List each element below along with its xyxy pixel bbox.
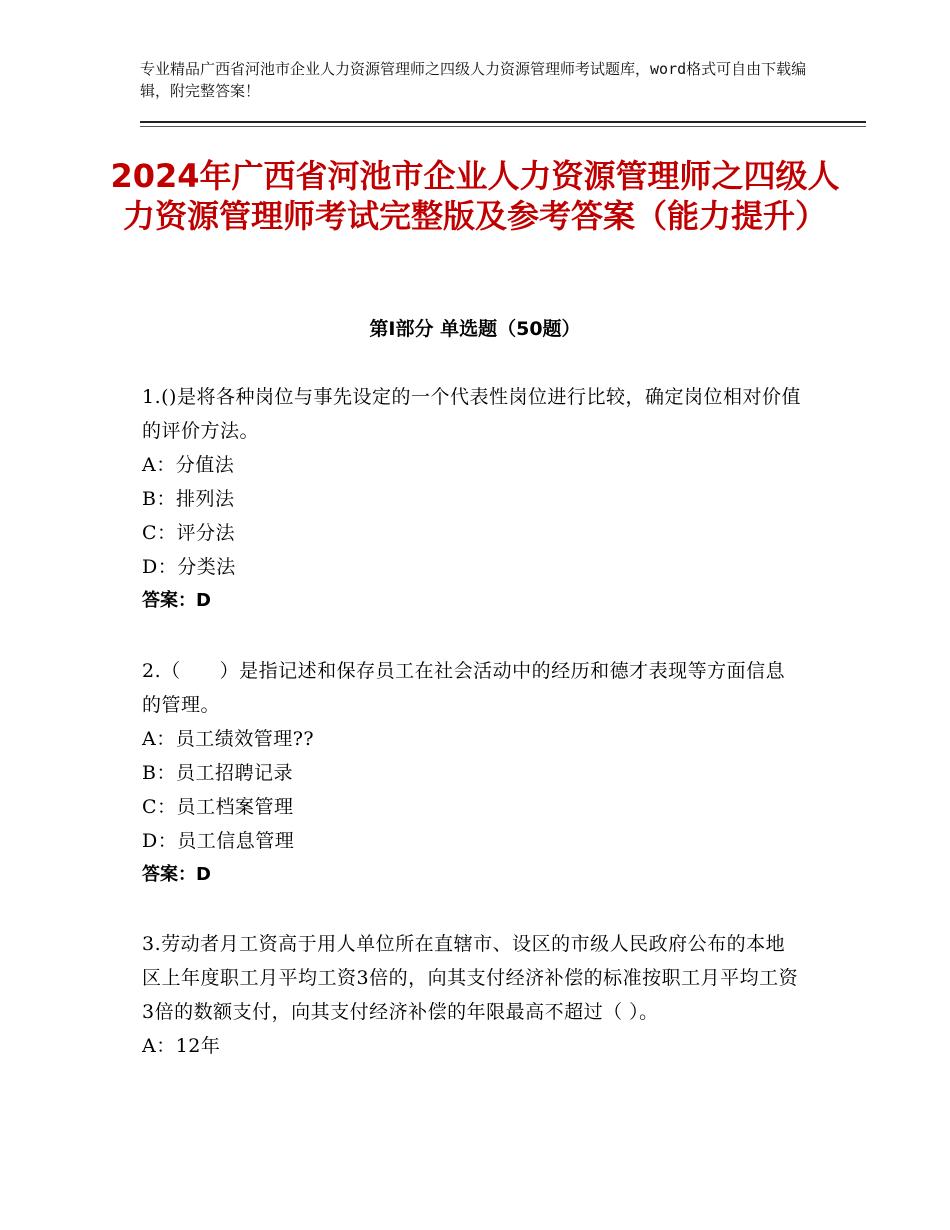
question-stem: 3.劳动者月工资高于用人单位所在直辖市、设区的市级人民政府公布的本地区上年度职工月平均工资3倍的，向其支付经济补偿的标准按职工月平均工资3倍的数额支付，向其支付经济补偿的年限最高不超过（ ）。 [142,933,799,1023]
question-stem: 1.()是将各种岗位与事先设定的一个代表性岗位进行比较，确定岗位相对价值的评价方法。 [142,386,801,442]
option-b: B：员工招聘记录 [142,762,293,784]
option-a: A：12年 [142,1035,221,1057]
option-d: D：分类法 [142,556,236,578]
document-title: 2024年广西省河池市企业人力资源管理师之四级人力资源管理师考试完整版及参考答案（能力提升） [110,157,840,235]
option-b: B：排列法 [142,488,235,510]
header-rule-thin [140,126,866,127]
option-c: C：员工档案管理 [142,796,294,818]
answer: 答案：D [142,590,211,611]
answer: 答案：D [142,864,211,885]
header-note: 专业精品广西省河池市企业人力资源管理师之四级人力资源管理师考试题库，word格式可自由下载编辑，附完整答案！ [140,60,807,100]
option-a: A：分值法 [142,454,235,476]
question-1 [142,380,802,618]
question-2 [142,654,802,892]
question-3 [142,927,802,1063]
option-d: D：员工信息管理 [142,830,295,852]
section-title: 第Ⅰ部分 单选题（50题） [369,318,581,340]
question-stem: 2.（ ）是指记述和保存员工在社会活动中的经历和德才表现等方面信息的管理。 [142,660,786,716]
option-c: C：评分法 [142,522,236,544]
option-a: A：员工绩效管理?? [142,728,315,750]
header-rule-thick [140,121,866,123]
